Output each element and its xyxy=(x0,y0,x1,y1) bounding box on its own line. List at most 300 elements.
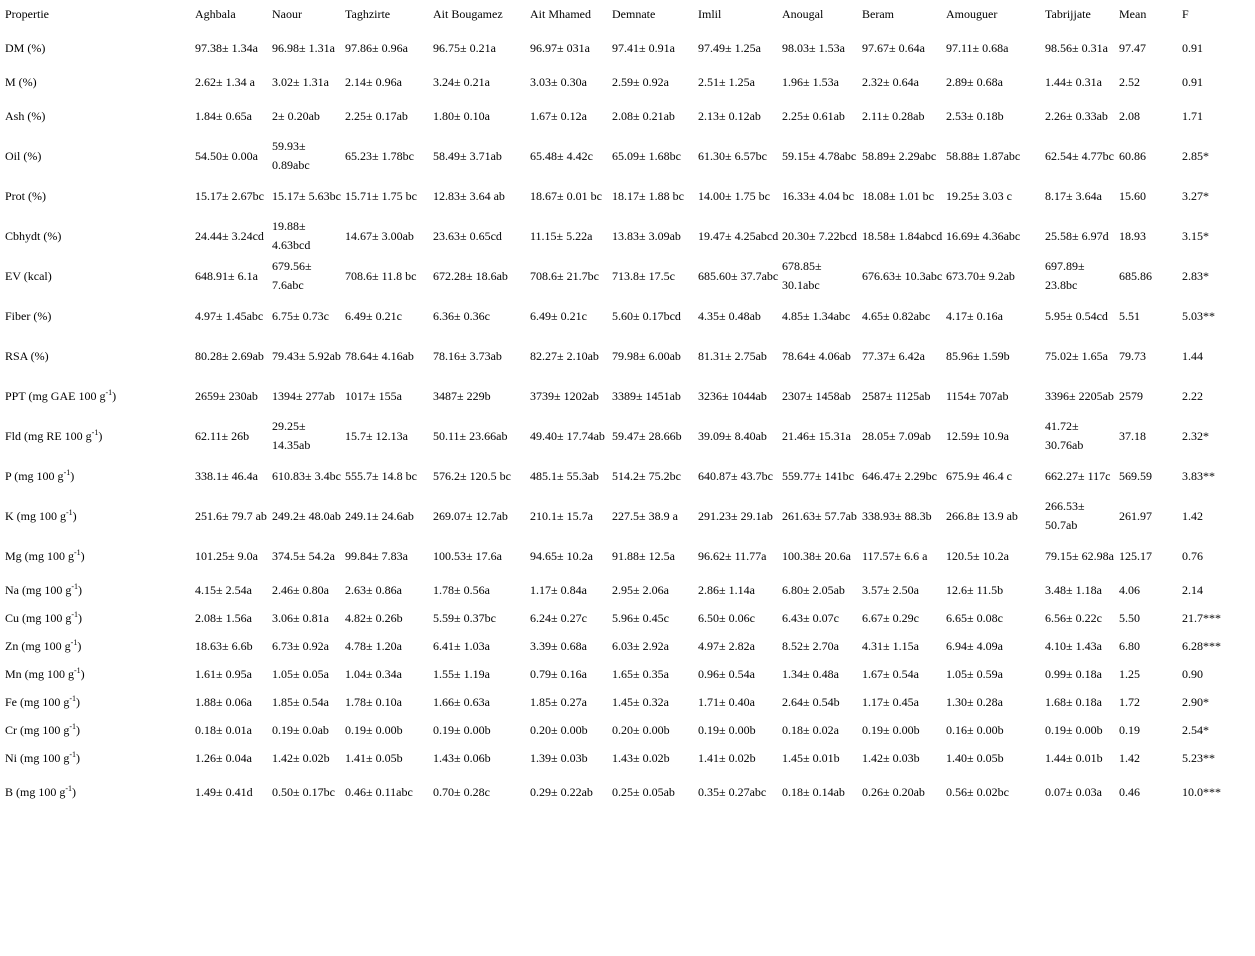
mean-cell: 261.97 xyxy=(1119,508,1152,523)
unit-exponent: -1 xyxy=(69,749,77,759)
table-cell: 685.60± 37.7abc xyxy=(698,268,779,283)
table-cell: 1.04± 0.34a xyxy=(345,666,402,681)
table-cell: 6.49± 0.21c xyxy=(530,308,587,323)
table-cell: 62.11± 26b xyxy=(195,428,250,443)
table-cell: 2.62± 1.34 a xyxy=(195,74,255,89)
table-cell: 1.96± 1.53a xyxy=(782,74,839,89)
table-cell: 1.68± 0.18a xyxy=(1045,694,1102,709)
table-row xyxy=(0,456,1240,496)
property-name-tail: ) xyxy=(72,508,77,523)
table-cell: 65.09± 1.68bc xyxy=(612,148,681,163)
table-cell: 13.83± 3.09ab xyxy=(612,228,681,243)
table-cell: 3.06± 0.81a xyxy=(272,610,329,625)
property-name: Oil (%) xyxy=(5,148,42,163)
mean-cell: 1.72 xyxy=(1119,694,1140,709)
table-cell: 1.43± 0.02b xyxy=(612,750,670,765)
table-cell: 6.80± 2.05ab xyxy=(782,582,845,597)
table-cell: 1.78± 0.10a xyxy=(345,694,402,709)
mean-cell: 97.47 xyxy=(1119,40,1146,55)
table-cell: 1.85± 0.54a xyxy=(272,694,329,709)
mean-cell: 1.25 xyxy=(1119,666,1140,681)
table-cell: 39.09± 8.40ab xyxy=(698,428,767,443)
table-cell: 100.38± 20.6a xyxy=(782,548,851,563)
table-cell: 29.25± 14.35ab xyxy=(272,419,311,452)
table-cell: 1.39± 0.03b xyxy=(530,750,588,765)
f-value-cell: 1.44 xyxy=(1182,348,1203,363)
column-header: F xyxy=(1182,6,1189,21)
table-cell: 77.37± 6.42a xyxy=(862,348,925,363)
table-cell: 2.89± 0.68a xyxy=(946,74,1003,89)
table-cell: 94.65± 10.2a xyxy=(530,548,593,563)
mean-cell: 0.46 xyxy=(1119,784,1140,799)
f-value-cell: 3.27* xyxy=(1182,188,1209,203)
table-cell: 25.58± 6.97d xyxy=(1045,228,1109,243)
table-cell: 3.48± 1.18a xyxy=(1045,582,1102,597)
f-value-cell: 2.14 xyxy=(1182,582,1203,597)
f-value-cell: 2.83* xyxy=(1182,268,1209,283)
f-value-cell: 10.0*** xyxy=(1182,784,1221,799)
table-cell: 11.15± 5.22a xyxy=(530,228,593,243)
table-cell: 28.05± 7.09ab xyxy=(862,428,931,443)
table-cell: 98.56± 0.31a xyxy=(1045,40,1108,55)
table-cell: 0.19± 0.0ab xyxy=(272,722,329,737)
table-cell: 117.57± 6.6 a xyxy=(862,548,928,563)
table-cell: 1.41± 0.05b xyxy=(345,750,403,765)
table-cell: 49.40± 17.74ab xyxy=(530,428,605,443)
table-cell: 1154± 707ab xyxy=(946,388,1009,403)
table-cell: 6.94± 4.09a xyxy=(946,638,1003,653)
table-cell: 4.17± 0.16a xyxy=(946,308,1003,323)
property-name: K (mg 100 g xyxy=(5,508,66,523)
table-cell: 54.50± 0.00a xyxy=(195,148,258,163)
row-property-label xyxy=(0,296,195,336)
table-cell: 1.30± 0.28a xyxy=(946,694,1003,709)
f-value-cell: 2.32* xyxy=(1182,428,1209,443)
table-cell: 0.19± 0.00b xyxy=(862,722,920,737)
mean-cell: 6.80 xyxy=(1119,638,1140,653)
table-cell: 12.6± 11.5b xyxy=(946,582,1004,597)
row-property-label xyxy=(0,96,195,136)
table-cell: 0.99± 0.18a xyxy=(1045,666,1102,681)
table-cell: 251.6± 79.7 ab xyxy=(195,508,267,523)
table-cell: 2.53± 0.18b xyxy=(946,108,1004,123)
table-cell: 79.43± 5.92ab xyxy=(272,348,341,363)
table-cell: 97.11± 0.68a xyxy=(946,40,1009,55)
table-cell: 610.83± 3.4bc xyxy=(272,468,341,483)
table-cell: 0.46± 0.11abc xyxy=(345,784,413,799)
row-property-label xyxy=(0,688,195,716)
mean-cell: 15.60 xyxy=(1119,188,1146,203)
row-property-label xyxy=(0,536,195,576)
table-cell: 6.41± 1.03a xyxy=(433,638,490,653)
table-cell: 97.38± 1.34a xyxy=(195,40,258,55)
table-cell: 2.25± 0.61ab xyxy=(782,108,845,123)
unit-exponent: -1 xyxy=(105,387,113,397)
table-cell: 2.86± 1.14a xyxy=(698,582,755,597)
column-header: Beram xyxy=(862,6,894,21)
table-cell: 1.61± 0.95a xyxy=(195,666,252,681)
table-cell: 0.19± 0.00b xyxy=(345,722,403,737)
table-cell: 2.95± 2.06a xyxy=(612,582,669,597)
row-property-label xyxy=(0,772,195,812)
f-value-cell: 0.91 xyxy=(1182,40,1203,55)
table-cell: 0.20± 0.00b xyxy=(530,722,588,737)
table-cell: 65.48± 4.42c xyxy=(530,148,593,163)
table-cell: 676.63± 10.3abc xyxy=(862,268,943,283)
table-cell: 15.7± 12.13a xyxy=(345,428,408,443)
row-property-label xyxy=(0,136,195,176)
row-property-label xyxy=(0,660,195,688)
table-cell: 338.1± 46.4a xyxy=(195,468,258,483)
table-cell: 19.25± 3.03 c xyxy=(946,188,1012,203)
table-cell: 4.82± 0.26b xyxy=(345,610,403,625)
property-name: Fiber (%) xyxy=(5,308,52,323)
table-cell: 65.23± 1.78bc xyxy=(345,148,414,163)
table-cell: 1.80± 0.10a xyxy=(433,108,490,123)
table-cell: 59.93± 0.89abc xyxy=(272,139,310,172)
mean-cell: 0.19 xyxy=(1119,722,1140,737)
table-cell: 18.63± 6.6b xyxy=(195,638,253,653)
table-cell: 96.98± 1.31a xyxy=(272,40,335,55)
table-cell: 5.59± 0.37bc xyxy=(433,610,496,625)
table-cell: 59.47± 28.66b xyxy=(612,428,682,443)
row-property-label xyxy=(0,28,195,68)
table-cell: 672.28± 18.6ab xyxy=(433,268,508,283)
table-cell: 559.77± 141bc xyxy=(782,468,854,483)
column-header: Demnate xyxy=(612,6,656,21)
table-cell: 58.49± 3.71ab xyxy=(433,148,502,163)
table-row xyxy=(0,660,1240,688)
table-cell: 2.32± 0.64a xyxy=(862,74,919,89)
table-cell: 2.63± 0.86a xyxy=(345,582,402,597)
table-cell: 2.46± 0.80a xyxy=(272,582,329,597)
table-cell: 75.02± 1.65a xyxy=(1045,348,1108,363)
row-property-label xyxy=(0,376,195,416)
row-property-label xyxy=(0,604,195,632)
table-cell: 21.46± 15.31a xyxy=(782,428,851,443)
table-cell: 18.17± 1.88 bc xyxy=(612,188,684,203)
table-row xyxy=(0,256,1240,296)
table-cell: 1.45± 0.01b xyxy=(782,750,840,765)
table-cell: 662.27± 117c xyxy=(1045,468,1111,483)
table-cell: 6.50± 0.06c xyxy=(698,610,755,625)
table-cell: 1.78± 0.56a xyxy=(433,582,490,597)
row-property-label xyxy=(0,216,195,256)
table-cell: 1.05± 0.59a xyxy=(946,666,1003,681)
property-name: Na (mg 100 g xyxy=(5,582,72,597)
table-cell: 266.8± 13.9 ab xyxy=(946,508,1018,523)
table-cell: 640.87± 43.7bc xyxy=(698,468,773,483)
f-value-cell: 21.7*** xyxy=(1182,610,1221,625)
mean-cell: 2.52 xyxy=(1119,74,1140,89)
property-name: Mn (mg 100 g xyxy=(5,666,74,681)
table-cell: 227.5± 38.9 a xyxy=(612,508,678,523)
table-cell: 678.85± 30.1abc xyxy=(782,259,822,292)
property-name-tail: ) xyxy=(80,666,85,681)
table-cell: 80.28± 2.69ab xyxy=(195,348,264,363)
mean-cell: 18.93 xyxy=(1119,228,1146,243)
table-cell: 4.31± 1.15a xyxy=(862,638,919,653)
table-cell: 8.52± 2.70a xyxy=(782,638,839,653)
table-cell: 58.88± 1.87abc xyxy=(946,148,1021,163)
property-name: M (%) xyxy=(5,74,37,89)
mean-cell: 37.18 xyxy=(1119,428,1146,443)
table-cell: 19.88± 4.63bcd xyxy=(272,219,311,252)
property-name: Ni (mg 100 g xyxy=(5,750,70,765)
table-cell: 91.88± 12.5a xyxy=(612,548,675,563)
table-cell: 0.19± 0.00b xyxy=(698,722,756,737)
unit-exponent: -1 xyxy=(74,665,81,675)
table-cell: 0.16± 0.00b xyxy=(946,722,1004,737)
table-cell: 1.45± 0.32a xyxy=(612,694,669,709)
unit-exponent: -1 xyxy=(71,609,79,619)
property-name: Fe (mg 100 g xyxy=(5,694,70,709)
unit-exponent: -1 xyxy=(69,721,77,731)
mean-cell: 2.08 xyxy=(1119,108,1140,123)
row-property-label xyxy=(0,744,195,772)
table-cell: 6.03± 2.92a xyxy=(612,638,669,653)
row-property-label xyxy=(0,68,195,96)
table-cell: 3487± 229b xyxy=(433,388,491,403)
row-property-label xyxy=(0,176,195,216)
table-cell: 15.71± 1.75 bc xyxy=(345,188,417,203)
table-cell: 0.29± 0.22ab xyxy=(530,784,593,799)
table-row xyxy=(0,416,1240,456)
table-cell: 8.17± 3.64a xyxy=(1045,188,1102,203)
property-name-tail: ) xyxy=(77,638,82,653)
table-cell: 708.6± 11.8 bc xyxy=(345,268,417,283)
table-cell: 1.26± 0.04a xyxy=(195,750,252,765)
f-value-cell: 1.71 xyxy=(1182,108,1203,123)
table-cell: 1.17± 0.45a xyxy=(862,694,919,709)
row-property-label xyxy=(0,716,195,744)
table-row xyxy=(0,688,1240,716)
table-cell: 96.97± 031a xyxy=(530,40,590,55)
table-cell: 61.30± 6.57bc xyxy=(698,148,767,163)
table-cell: 6.73± 0.92a xyxy=(272,638,329,653)
table-row xyxy=(0,296,1240,336)
table-cell: 24.44± 3.24cd xyxy=(195,228,264,243)
table-cell: 0.25± 0.05ab xyxy=(612,784,675,799)
f-value-cell: 5.23** xyxy=(1182,750,1215,765)
table-cell: 2.14± 0.96a xyxy=(345,74,402,89)
table-cell: 0.96± 0.54a xyxy=(698,666,755,681)
mean-cell: 60.86 xyxy=(1119,148,1146,163)
f-value-cell: 6.28*** xyxy=(1182,638,1221,653)
table-cell: 97.67± 0.64a xyxy=(862,40,925,55)
table-cell: 82.27± 2.10ab xyxy=(530,348,599,363)
table-cell: 1.84± 0.65a xyxy=(195,108,252,123)
table-cell: 1394± 277ab xyxy=(272,388,335,403)
table-cell: 249.1± 24.6ab xyxy=(345,508,414,523)
property-name: Cr (mg 100 g xyxy=(5,722,70,737)
table-cell: 3396± 2205ab xyxy=(1045,388,1114,403)
table-cell: 2659± 230ab xyxy=(195,388,258,403)
table-cell: 5.96± 0.45c xyxy=(612,610,669,625)
table-cell: 59.15± 4.78abc xyxy=(782,148,857,163)
f-value-cell: 0.90 xyxy=(1182,666,1203,681)
table-cell: 99.84± 7.83a xyxy=(345,548,408,563)
table-cell: 0.18± 0.01a xyxy=(195,722,252,737)
property-name-tail: ) xyxy=(80,548,85,563)
table-cell: 6.24± 0.27c xyxy=(530,610,587,625)
f-value-cell: 0.91 xyxy=(1182,74,1203,89)
f-value-cell: 2.22 xyxy=(1182,388,1203,403)
table-cell: 697.89± 23.8bc xyxy=(1045,259,1085,292)
table-cell: 0.70± 0.28c xyxy=(433,784,490,799)
f-value-cell: 2.54* xyxy=(1182,722,1209,737)
table-cell: 1.55± 1.19a xyxy=(433,666,490,681)
column-header: Anougal xyxy=(782,6,824,21)
table-cell: 2.11± 0.28ab xyxy=(862,108,925,123)
f-value-cell: 5.03** xyxy=(1182,308,1215,323)
table-cell: 0.07± 0.03a xyxy=(1045,784,1102,799)
table-cell: 85.96± 1.59b xyxy=(946,348,1010,363)
unit-exponent: -1 xyxy=(71,581,78,591)
table-row xyxy=(0,744,1240,772)
f-value-cell: 2.85* xyxy=(1182,148,1209,163)
table-cell: 18.58± 1.84abcd xyxy=(862,228,943,243)
table-cell: 79.98± 6.00ab xyxy=(612,348,681,363)
column-header: Imlil xyxy=(698,6,722,21)
table-cell: 19.47± 4.25abcd xyxy=(698,228,779,243)
table-cell: 1.88± 0.06a xyxy=(195,694,252,709)
table-cell: 78.64± 4.16ab xyxy=(345,348,414,363)
property-name: PPT (mg GAE 100 g xyxy=(5,388,106,403)
table-cell: 100.53± 17.6a xyxy=(433,548,502,563)
table-cell: 62.54± 4.77bc xyxy=(1045,148,1114,163)
row-property-label xyxy=(0,632,195,660)
table-cell: 3.24± 0.21a xyxy=(433,74,490,89)
table-cell: 646.47± 2.29bc xyxy=(862,468,937,483)
column-header: Mean xyxy=(1119,6,1147,21)
table-cell: 6.75± 0.73c xyxy=(272,308,329,323)
table-cell: 1.42± 0.02b xyxy=(272,750,330,765)
table-cell: 1.71± 0.40a xyxy=(698,694,755,709)
table-cell: 6.56± 0.22c xyxy=(1045,610,1102,625)
table-cell: 514.2± 75.2bc xyxy=(612,468,681,483)
unit-exponent: -1 xyxy=(63,467,71,477)
table-cell: 14.00± 1.75 bc xyxy=(698,188,770,203)
table-cell: 3.39± 0.68a xyxy=(530,638,587,653)
property-name: Ash (%) xyxy=(5,108,46,123)
table-row xyxy=(0,136,1240,176)
table-cell: 0.56± 0.02bc xyxy=(946,784,1009,799)
property-name-tail: ) xyxy=(76,750,81,765)
table-cell: 1.67± 0.12a xyxy=(530,108,587,123)
property-name-tail: ) xyxy=(70,468,75,483)
table-cell: 1.43± 0.06b xyxy=(433,750,491,765)
table-cell: 3.57± 2.50a xyxy=(862,582,919,597)
table-cell: 2± 0.20ab xyxy=(272,108,320,123)
table-row xyxy=(0,68,1240,96)
row-property-label xyxy=(0,416,195,456)
table-cell: 1.44± 0.01b xyxy=(1045,750,1103,765)
table-cell: 5.60± 0.17bcd xyxy=(612,308,681,323)
table-cell: 78.16± 3.73ab xyxy=(433,348,502,363)
table-body xyxy=(0,28,1240,812)
table-cell: 6.36± 0.36c xyxy=(433,308,490,323)
table-cell: 78.64± 4.06ab xyxy=(782,348,851,363)
unit-exponent: -1 xyxy=(91,427,99,437)
table-cell: 2.25± 0.17ab xyxy=(345,108,408,123)
table-cell: 1.17± 0.84a xyxy=(530,582,587,597)
table-cell: 1.40± 0.05b xyxy=(946,750,1004,765)
table-cell: 648.91± 6.1a xyxy=(195,268,258,283)
table-row xyxy=(0,96,1240,136)
unit-exponent: -1 xyxy=(65,783,73,793)
table-cell: 18.67± 0.01 bc xyxy=(530,188,602,203)
table-row xyxy=(0,216,1240,256)
table-cell: 2.08± 0.21ab xyxy=(612,108,675,123)
table-cell: 576.2± 120.5 bc xyxy=(433,468,511,483)
table-cell: 675.9± 46.4 c xyxy=(946,468,1012,483)
table-cell: 2307± 1458ab xyxy=(782,388,851,403)
table-cell: 1.34± 0.48a xyxy=(782,666,839,681)
property-name-tail: ) xyxy=(76,722,81,737)
table-cell: 0.18± 0.02a xyxy=(782,722,839,737)
property-name: RSA (%) xyxy=(5,348,49,363)
table-cell: 97.49± 1.25a xyxy=(698,40,761,55)
table-cell: 18.08± 1.01 bc xyxy=(862,188,934,203)
table-cell: 2587± 1125ab xyxy=(862,388,931,403)
property-name: DM (%) xyxy=(5,40,46,55)
table-cell: 0.50± 0.17bc xyxy=(272,784,335,799)
property-name: Mg (mg 100 g xyxy=(5,548,74,563)
table-cell: 41.72± 30.76ab xyxy=(1045,419,1084,452)
table-row xyxy=(0,336,1240,376)
table-row xyxy=(0,716,1240,744)
table-cell: 3.02± 1.31a xyxy=(272,74,329,89)
table-cell: 0.19± 0.00b xyxy=(433,722,491,737)
table-cell: 708.6± 21.7bc xyxy=(530,268,599,283)
table-cell: 6.43± 0.07c xyxy=(782,610,839,625)
table-cell: 338.93± 88.3b xyxy=(862,508,932,523)
row-property-label xyxy=(0,456,195,496)
mean-cell: 2579 xyxy=(1119,388,1143,403)
table-row xyxy=(0,604,1240,632)
table-cell: 6.65± 0.08c xyxy=(946,610,1003,625)
property-name: EV (kcal) xyxy=(5,268,52,283)
column-header: Aghbala xyxy=(195,6,236,21)
table-cell: 2.08± 1.56a xyxy=(195,610,252,625)
table-cell: 14.67± 3.00ab xyxy=(345,228,414,243)
table-cell: 261.63± 57.7ab xyxy=(782,508,857,523)
unit-exponent: -1 xyxy=(74,547,81,557)
table-cell: 2.26± 0.33ab xyxy=(1045,108,1108,123)
table-cell: 0.26± 0.20ab xyxy=(862,784,925,799)
table-cell: 4.15± 2.54a xyxy=(195,582,252,597)
mean-cell: 1.42 xyxy=(1119,750,1140,765)
table-cell: 81.31± 2.75ab xyxy=(698,348,767,363)
column-header: Ait Bougamez xyxy=(433,6,503,21)
table-cell: 3739± 1202ab xyxy=(530,388,599,403)
table-cell: 4.85± 1.34abc xyxy=(782,308,851,323)
table-row xyxy=(0,496,1240,536)
table-cell: 0.35± 0.27abc xyxy=(698,784,767,799)
table-row xyxy=(0,28,1240,68)
mean-cell: 4.06 xyxy=(1119,582,1140,597)
table-cell: 1.66± 0.63a xyxy=(433,694,490,709)
mean-cell: 5.51 xyxy=(1119,308,1140,323)
table-cell: 1.44± 0.31a xyxy=(1045,74,1102,89)
table-cell: 713.8± 17.5c xyxy=(612,268,675,283)
table-cell: 96.62± 11.77a xyxy=(698,548,767,563)
f-value-cell: 3.83** xyxy=(1182,468,1215,483)
property-name: Prot (%) xyxy=(5,188,46,203)
table-cell: 12.59± 10.9a xyxy=(946,428,1009,443)
header-property: Propertie xyxy=(5,6,49,21)
